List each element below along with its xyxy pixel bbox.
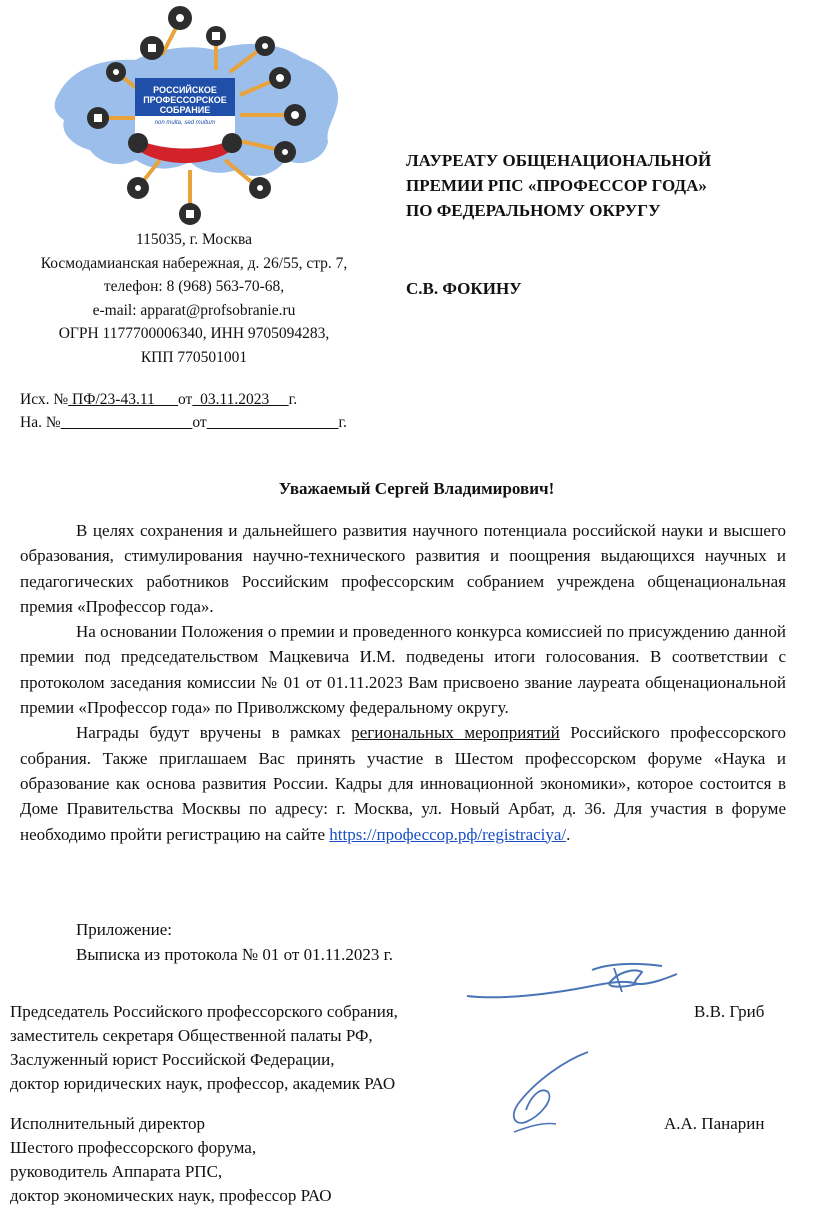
rps-logo xyxy=(40,0,350,228)
signatory-title: Председатель Российского профессорского собрания, xyxy=(10,1002,398,1021)
out-from: от xyxy=(178,391,193,408)
logo-line1: РОССИЙСКОЕ xyxy=(153,85,217,95)
in-from: от xyxy=(192,414,207,431)
signatory-title: доктор экономических наук, профессор РАО xyxy=(10,1186,332,1205)
sender-line: Космодамианская набережная, д. 26/55, стр. 7, xyxy=(40,254,348,272)
signature-2-image xyxy=(496,1040,596,1150)
signatory-1-titles xyxy=(10,1000,398,1096)
signatory-title: заместитель секретаря Общественной палаты РФ, xyxy=(10,1026,373,1045)
in-prefix: На. № xyxy=(20,414,61,431)
out-number: ПФ/23-43.11 xyxy=(68,391,179,408)
sender-address-block xyxy=(10,228,378,369)
sender-line: ОГРН 1177700006340, ИНН 9705094283, xyxy=(58,325,330,342)
letter-body xyxy=(20,518,786,847)
p3-text: Награды будут вручены в рамках xyxy=(76,723,352,743)
sender-line: e-mail: apparat@profsobranie.ru xyxy=(92,301,296,319)
addressee-line: ЛАУРЕАТУ ОБЩЕНАЦИОНАЛЬНОЙ xyxy=(406,151,712,170)
sender-line: 115035, г. Москва xyxy=(136,231,252,248)
signature-1-image xyxy=(462,958,682,1008)
p3-underlined: региональных мероприятий xyxy=(351,723,560,743)
out-date: 03.11.2023 xyxy=(192,391,289,408)
signatory-2-titles xyxy=(10,1112,332,1208)
incoming-number-line xyxy=(20,411,347,434)
attachment-block xyxy=(76,917,393,967)
signatory-title: Исполнительный директор xyxy=(10,1114,205,1133)
logo-line3: СОБРАНИЕ xyxy=(159,105,211,115)
signatory-title: Шестого профессорского форума, xyxy=(10,1138,257,1157)
body-paragraph: На основании Положения о премии и проведенного конкурса комиссией по присуждению данной премии под председательством Мацкевича И.М. подведены итоги голосования. В соответствии с протоколом заседания комиссии № 01 от 01.11.2023 Вам присвоено звание лауреата общенациональной премии «Профессор года» по Приволжскому федеральному округу. xyxy=(20,622,786,718)
addressee-name: С.В. ФОКИНУ xyxy=(406,279,522,298)
logo-line2: ПРОФЕССОРСКОЕ xyxy=(143,95,227,105)
in-number xyxy=(61,414,193,431)
signatory-1-name: В.В. Гриб xyxy=(694,1002,765,1021)
sender-line: КПП 770501001 xyxy=(140,348,248,366)
signatory-title: руководитель Аппарата РПС, xyxy=(10,1162,223,1181)
body-paragraph xyxy=(20,720,786,846)
out-prefix: Исх. № xyxy=(20,391,69,408)
addressee-block xyxy=(406,148,816,301)
outgoing-reference xyxy=(20,388,347,434)
outgoing-number-line xyxy=(20,388,347,411)
in-suffix: г. xyxy=(338,414,347,431)
sender-line: телефон: 8 (968) 563-70-68, xyxy=(103,278,285,295)
signatory-title: доктор юридических наук, профессор, академик РАО xyxy=(10,1074,396,1093)
addressee-line: ПО ФЕДЕРАЛЬНОМУ ОКРУГУ xyxy=(406,201,661,220)
registration-link[interactable]: https://профессор.рф/registraciya/ xyxy=(329,824,567,844)
salutation: Уважаемый Сергей Владимирович! xyxy=(278,479,555,498)
signatory-2-name: А.А. Панарин xyxy=(664,1114,765,1133)
addressee-line: ПРЕМИИ РПС «ПРОФЕССОР ГОДА» xyxy=(406,176,707,195)
signatory-title: Заслуженный юрист Российской Федерации, xyxy=(10,1050,335,1069)
attachment-text: Выписка из протокола № 01 от 01.11.2023 г. xyxy=(76,945,393,964)
attachment-label: Приложение: xyxy=(76,920,172,939)
p3-end: . xyxy=(566,824,571,844)
p3-text: Российского профессорского собрания. Также приглашаем Вас принять участие в Шестом профессорском форуме «Наука и образование как основа развития России. Кадры для инновационной экономики», которое состоится в Доме Правительства Москвы по адресу: г. Москва, ул. Новый Арбат, д. 36. Для участия в форуме необходимо пройти регистрацию на сайте xyxy=(20,723,786,844)
body-paragraph: В целях сохранения и дальнейшего развития научного потенциала российской науки и высшего образования, стимулирования научно-технического развития и поощрения выдающихся научных и педагогических работников Российским профессорским собранием учреждена общенациональная премия «Профессор года». xyxy=(20,521,786,616)
in-date xyxy=(207,414,339,431)
out-suffix: г. xyxy=(288,391,298,408)
logo-motto: non multa, sed multum xyxy=(154,120,216,126)
flag-emblem xyxy=(128,78,242,163)
